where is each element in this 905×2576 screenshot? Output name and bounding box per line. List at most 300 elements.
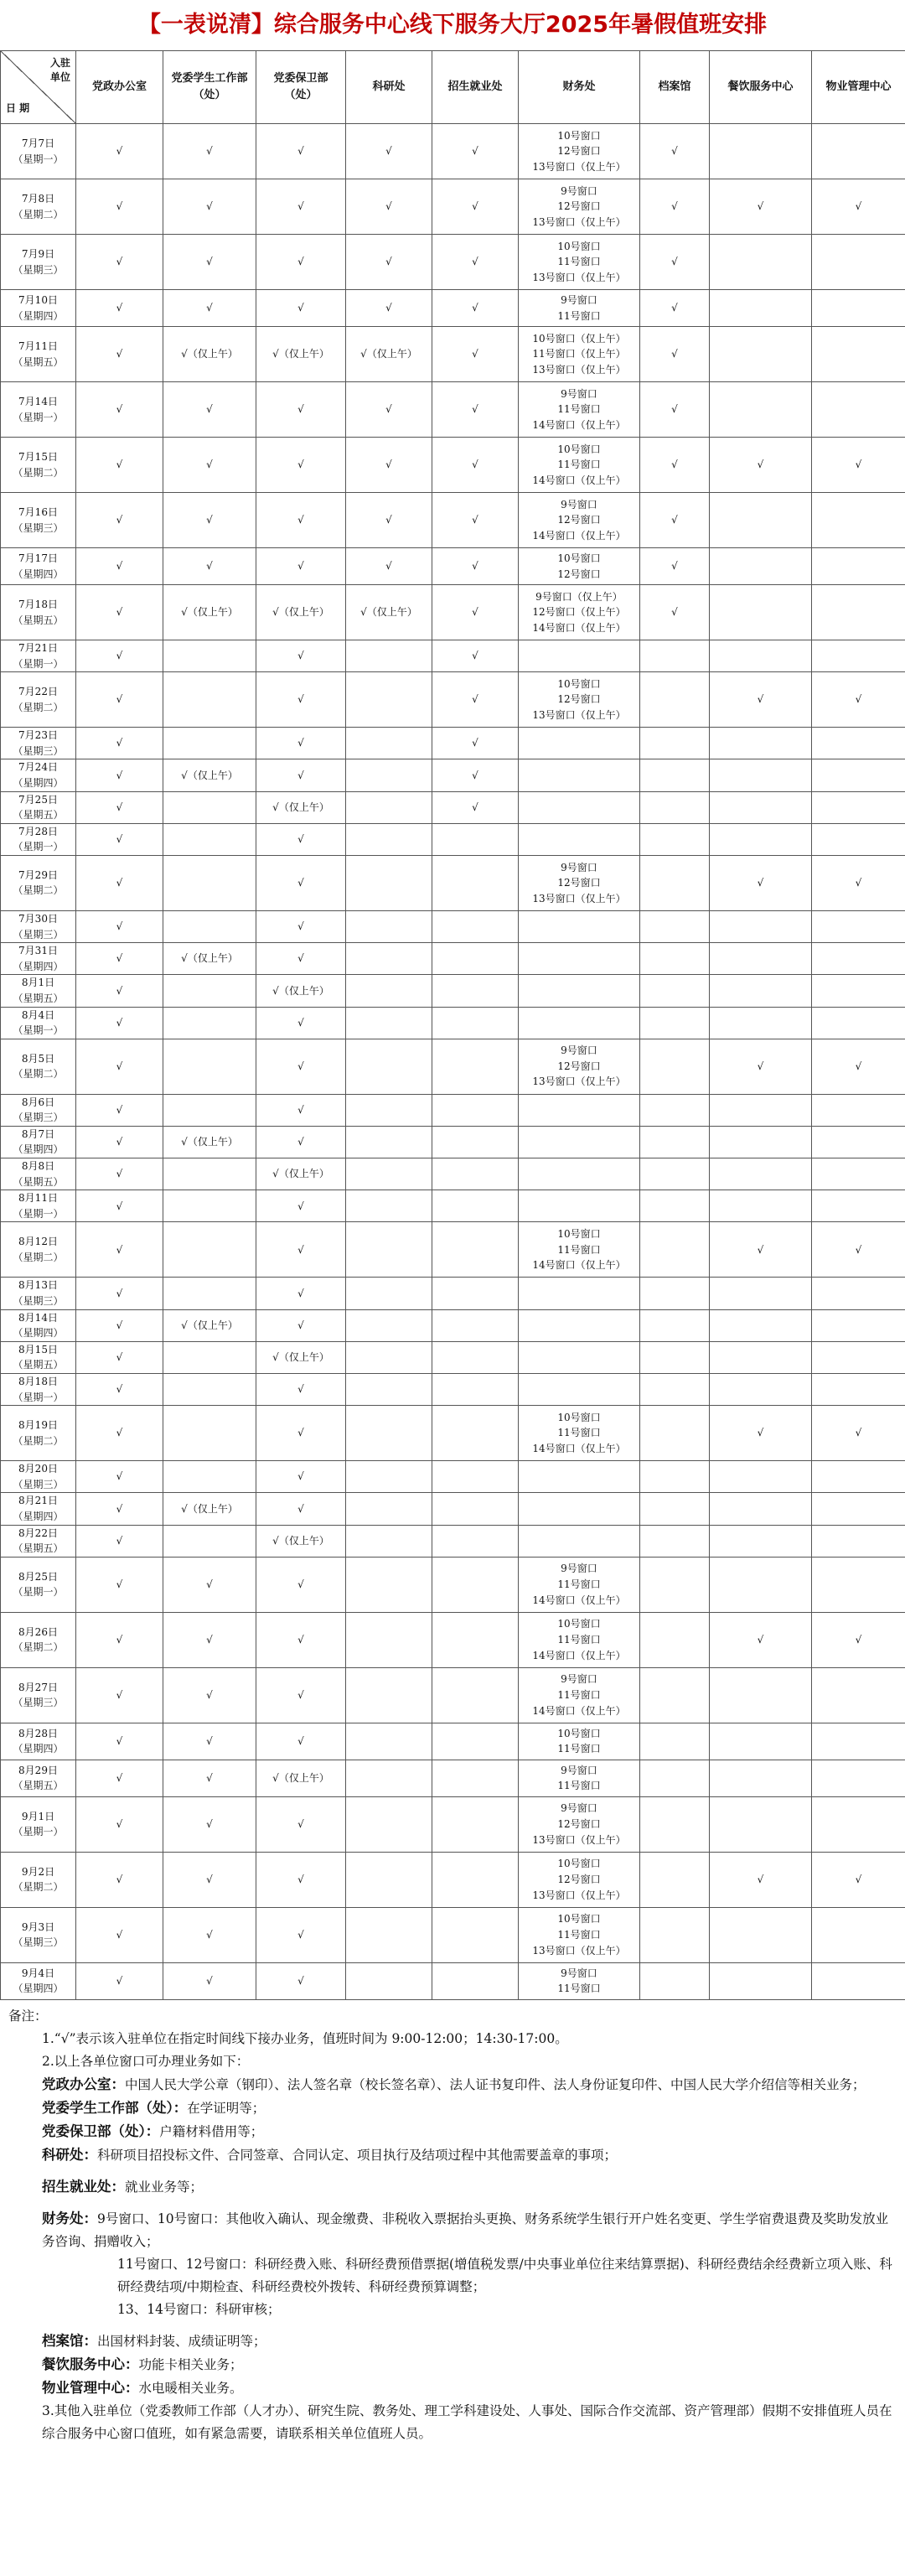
duty-cell bbox=[710, 290, 812, 327]
finance-window-line: 11号窗口（仅上午） bbox=[532, 348, 626, 360]
duty-cell bbox=[710, 327, 812, 382]
duty-cell: √ bbox=[76, 791, 163, 823]
note-kyc-label: 科研处： bbox=[42, 2147, 97, 2163]
date-cell bbox=[1, 1667, 76, 1723]
column-header: 物业管理中心 bbox=[812, 51, 905, 124]
column-header: 党政办公室 bbox=[76, 51, 163, 124]
duty-cell: √（仅上午） bbox=[163, 327, 256, 382]
duty-cell bbox=[640, 1557, 710, 1612]
duty-cell bbox=[519, 1341, 640, 1373]
table-row bbox=[1, 943, 905, 975]
finance-window-cell bbox=[519, 1612, 640, 1667]
finance-window-line: 13号窗口（仅上午） bbox=[532, 892, 626, 904]
duty-cell bbox=[812, 1962, 905, 1999]
finance-window-cell bbox=[519, 235, 640, 290]
finance-window-line: 11号窗口 bbox=[557, 1983, 601, 1995]
finance-window-line: 10号窗口 bbox=[557, 443, 601, 455]
date-label: 7月16日 bbox=[18, 505, 58, 518]
date-label: 7月29日 bbox=[18, 868, 58, 881]
duty-cell: √ bbox=[163, 382, 256, 438]
duty-cell bbox=[346, 1039, 432, 1094]
date-cell bbox=[1, 640, 76, 672]
note-cwc bbox=[0, 2207, 905, 2253]
page-title: 【一表说清】综合服务中心线下服务大厅2025年暑假值班安排 bbox=[137, 12, 768, 38]
column-header: 科研处 bbox=[346, 51, 432, 124]
duty-cell bbox=[812, 943, 905, 975]
duty-cell bbox=[163, 910, 256, 942]
note-xgb bbox=[0, 2097, 905, 2120]
duty-cell bbox=[519, 1007, 640, 1039]
date-label: 7月8日 bbox=[21, 192, 55, 205]
duty-cell bbox=[640, 1796, 710, 1852]
finance-window-line: 11号窗口 bbox=[557, 1688, 601, 1701]
finance-window-line: 13号窗口（仅上午） bbox=[532, 160, 626, 173]
weekday-label: （星期一） bbox=[13, 1826, 64, 1838]
date-label: 9月2日 bbox=[21, 1865, 55, 1878]
duty-cell: √ bbox=[710, 1222, 812, 1278]
duty-cell bbox=[346, 728, 432, 759]
finance-window-line: 9号窗口 bbox=[561, 1044, 597, 1057]
note-dag-text: 出国材料封装、成绩证明等； bbox=[97, 2334, 266, 2349]
note-cwc-line3 bbox=[0, 2299, 905, 2321]
date-cell bbox=[1, 1039, 76, 1094]
table-row bbox=[1, 1406, 905, 1461]
duty-cell bbox=[812, 1493, 905, 1525]
finance-window-line: 10号窗口（仅上午） bbox=[532, 332, 626, 345]
duty-cell: √ bbox=[256, 1852, 346, 1907]
duty-cell: √ bbox=[163, 124, 256, 179]
column-header: 党委学生工作部（处） bbox=[163, 51, 256, 124]
finance-window-cell bbox=[519, 1852, 640, 1907]
note-cyfw-text: 功能卡相关业务； bbox=[138, 2357, 243, 2372]
duty-cell bbox=[710, 1094, 812, 1126]
duty-cell: √ bbox=[812, 1039, 905, 1094]
finance-window-line: 10号窗口 bbox=[557, 129, 601, 142]
duty-cell: √（仅上午） bbox=[346, 327, 432, 382]
duty-cell bbox=[163, 1158, 256, 1190]
duty-cell bbox=[163, 1341, 256, 1373]
duty-cell: √ bbox=[256, 1222, 346, 1278]
duty-cell bbox=[346, 672, 432, 728]
duty-cell: √ bbox=[346, 124, 432, 179]
note-cwc-text-1: 9号窗口、10号窗口：其他收入确认、现金缴费、非税收入票据抬头更换、财务系统学生银行开户姓名变更、学生学宿费退费及奖助发放业务咨询、捐赠收入； bbox=[42, 2211, 889, 2249]
duty-cell: √ bbox=[76, 493, 163, 548]
duty-cell: √ bbox=[256, 1309, 346, 1341]
date-cell bbox=[1, 1612, 76, 1667]
weekday-label: （星期五） bbox=[13, 614, 64, 626]
duty-cell bbox=[163, 1406, 256, 1461]
duty-cell: √ bbox=[256, 672, 346, 728]
duty-cell bbox=[346, 1907, 432, 1962]
date-label: 7月9日 bbox=[21, 247, 55, 260]
note-cwc-line2 bbox=[0, 2253, 905, 2299]
duty-cell: √ bbox=[76, 1374, 163, 1406]
duty-cell: √（仅上午） bbox=[256, 1525, 346, 1557]
weekday-label: （星期一） bbox=[13, 1024, 64, 1037]
duty-cell bbox=[812, 1158, 905, 1190]
duty-cell bbox=[163, 1374, 256, 1406]
duty-cell bbox=[519, 640, 640, 672]
duty-cell: √ bbox=[76, 823, 163, 855]
table-row bbox=[1, 640, 905, 672]
duty-cell: √（仅上午） bbox=[163, 585, 256, 640]
date-label: 8月15日 bbox=[18, 1343, 58, 1355]
date-label: 7月24日 bbox=[18, 761, 58, 774]
duty-cell: √ bbox=[256, 382, 346, 438]
finance-window-line: 11号窗口 bbox=[557, 459, 601, 471]
weekday-label: （星期三） bbox=[13, 1478, 64, 1490]
duty-cell bbox=[710, 235, 812, 290]
duty-cell bbox=[519, 1374, 640, 1406]
duty-cell: √ bbox=[76, 382, 163, 438]
duty-cell: √ bbox=[76, 1158, 163, 1190]
duty-cell: √ bbox=[432, 290, 519, 327]
finance-window-line: 11号窗口 bbox=[557, 309, 601, 322]
note-cwc-text-2: 11号窗口、12号窗口：科研经费入账、科研经费预借票据(增值税发票/中央事业单位往来结算票据)、科研经费结余经费新立项入账、科研经费结项/中期检查、科研经费校外拨转、科研经费预算调整； bbox=[117, 2257, 892, 2294]
date-label: 7月11日 bbox=[18, 339, 58, 352]
finance-window-line: 12号窗口（仅上午） bbox=[532, 606, 626, 619]
finance-window-cell bbox=[519, 1760, 640, 1796]
finance-window-line: 9号窗口 bbox=[561, 861, 597, 873]
duty-cell bbox=[640, 910, 710, 942]
duty-cell bbox=[346, 1667, 432, 1723]
duty-cell: √（仅上午） bbox=[256, 975, 346, 1007]
weekday-label: （星期三） bbox=[13, 1936, 64, 1949]
weekday-label: （星期三） bbox=[13, 1697, 64, 1709]
duty-cell: √ bbox=[432, 728, 519, 759]
duty-cell bbox=[163, 1222, 256, 1278]
duty-cell bbox=[432, 1126, 519, 1158]
date-cell bbox=[1, 1341, 76, 1373]
duty-cell bbox=[519, 791, 640, 823]
weekday-label: （星期三） bbox=[13, 263, 64, 276]
date-cell bbox=[1, 791, 76, 823]
duty-cell: √ bbox=[163, 1667, 256, 1723]
duty-cell: √ bbox=[163, 548, 256, 585]
duty-cell bbox=[432, 1557, 519, 1612]
duty-cell bbox=[519, 1126, 640, 1158]
duty-cell: √ bbox=[432, 179, 519, 235]
duty-cell bbox=[640, 1760, 710, 1796]
date-cell bbox=[1, 1374, 76, 1406]
duty-cell bbox=[710, 640, 812, 672]
table-row bbox=[1, 1525, 905, 1557]
table-row bbox=[1, 1962, 905, 1999]
finance-window-line: 10号窗口 bbox=[557, 1618, 601, 1630]
duty-cell bbox=[163, 1190, 256, 1222]
duty-cell: √ bbox=[76, 124, 163, 179]
duty-cell bbox=[346, 1612, 432, 1667]
finance-window-line: 13号窗口（仅上午） bbox=[532, 708, 626, 721]
duty-cell: √ bbox=[256, 823, 346, 855]
duty-cell: √ bbox=[812, 1852, 905, 1907]
duty-cell: √ bbox=[346, 235, 432, 290]
date-label: 8月20日 bbox=[18, 1463, 58, 1475]
date-cell bbox=[1, 1309, 76, 1341]
duty-cell bbox=[519, 1461, 640, 1493]
table-row bbox=[1, 855, 905, 910]
weekday-label: （星期四） bbox=[13, 309, 64, 322]
date-cell bbox=[1, 493, 76, 548]
duty-cell: √ bbox=[163, 179, 256, 235]
date-cell bbox=[1, 728, 76, 759]
note-2: 2.以上各单位窗口可办理业务如下： bbox=[42, 2054, 250, 2069]
table-row bbox=[1, 1158, 905, 1190]
date-label: 7月7日 bbox=[21, 137, 55, 149]
duty-cell bbox=[812, 327, 905, 382]
table-row bbox=[1, 823, 905, 855]
duty-cell bbox=[812, 1007, 905, 1039]
duty-cell bbox=[163, 640, 256, 672]
duty-cell: √（仅上午） bbox=[163, 943, 256, 975]
date-label: 8月6日 bbox=[21, 1096, 55, 1108]
finance-window-line: 12号窗口 bbox=[557, 1060, 601, 1072]
duty-cell: √ bbox=[432, 438, 519, 493]
duty-cell: √ bbox=[640, 493, 710, 548]
finance-window-line: 9号窗口 bbox=[561, 1563, 597, 1575]
date-cell bbox=[1, 1723, 76, 1760]
duty-cell bbox=[432, 1667, 519, 1723]
table-row bbox=[1, 382, 905, 438]
finance-window-line: 13号窗口（仅上午） bbox=[532, 271, 626, 283]
duty-cell bbox=[432, 1190, 519, 1222]
duty-cell: √ bbox=[163, 438, 256, 493]
duty-cell: √ bbox=[256, 728, 346, 759]
table-row bbox=[1, 728, 905, 759]
duty-cell bbox=[346, 910, 432, 942]
finance-window-line: 11号窗口 bbox=[557, 256, 601, 268]
note-zsjy-text: 就业业务等； bbox=[125, 2179, 204, 2195]
duty-cell bbox=[812, 640, 905, 672]
date-label: 7月10日 bbox=[18, 293, 58, 306]
date-cell bbox=[1, 438, 76, 493]
duty-cell: √ bbox=[76, 1760, 163, 1796]
duty-cell bbox=[432, 1309, 519, 1341]
duty-cell bbox=[640, 1094, 710, 1126]
duty-cell: √ bbox=[710, 672, 812, 728]
duty-cell: √ bbox=[432, 235, 519, 290]
date-label: 9月1日 bbox=[21, 1810, 55, 1822]
duty-cell: √ bbox=[256, 1907, 346, 1962]
duty-cell: √ bbox=[432, 124, 519, 179]
table-row bbox=[1, 672, 905, 728]
duty-cell: √ bbox=[76, 759, 163, 791]
duty-cell: √ bbox=[76, 548, 163, 585]
duty-cell bbox=[346, 1760, 432, 1796]
date-cell bbox=[1, 1493, 76, 1525]
duty-cell bbox=[640, 1493, 710, 1525]
duty-cell bbox=[710, 585, 812, 640]
duty-cell bbox=[432, 1525, 519, 1557]
duty-cell bbox=[640, 1406, 710, 1461]
date-cell bbox=[1, 1557, 76, 1612]
weekday-label: （星期一） bbox=[13, 1391, 64, 1403]
date-cell bbox=[1, 1094, 76, 1126]
duty-cell bbox=[346, 1190, 432, 1222]
duty-cell bbox=[710, 1126, 812, 1158]
weekday-label: （星期三） bbox=[13, 1112, 64, 1124]
date-cell bbox=[1, 382, 76, 438]
finance-window-line: 12号窗口 bbox=[557, 693, 601, 706]
duty-cell bbox=[710, 1007, 812, 1039]
table-row bbox=[1, 975, 905, 1007]
duty-cell bbox=[812, 585, 905, 640]
duty-cell: √ bbox=[76, 1341, 163, 1373]
duty-cell: √ bbox=[256, 640, 346, 672]
duty-cell: √ bbox=[163, 1612, 256, 1667]
duty-cell bbox=[163, 791, 256, 823]
duty-cell bbox=[346, 823, 432, 855]
duty-cell bbox=[432, 910, 519, 942]
finance-window-line: 9号窗口 bbox=[561, 1967, 597, 1979]
finance-window-line: 10号窗口 bbox=[557, 1411, 601, 1423]
finance-window-line: 11号窗口 bbox=[557, 1928, 601, 1941]
date-cell bbox=[1, 672, 76, 728]
duty-cell: √ bbox=[432, 548, 519, 585]
duty-cell bbox=[812, 1557, 905, 1612]
duty-cell bbox=[163, 823, 256, 855]
finance-window-line: 14号窗口（仅上午） bbox=[532, 1259, 626, 1272]
duty-cell bbox=[346, 1461, 432, 1493]
duty-cell: √（仅上午） bbox=[163, 1309, 256, 1341]
duty-cell bbox=[812, 791, 905, 823]
date-cell bbox=[1, 1158, 76, 1190]
finance-window-line: 10号窗口 bbox=[557, 552, 601, 564]
note-dzb-text: 中国人民大学公章（钢印）、法人签名章（校长签名章）、法人证书复印件、法人身份证复印件、中国人民大学介绍信等相关业务； bbox=[125, 2077, 866, 2092]
date-label: 8月22日 bbox=[18, 1526, 58, 1539]
duty-cell: √ bbox=[256, 1962, 346, 1999]
weekday-label: （星期二） bbox=[13, 208, 64, 220]
duty-cell bbox=[812, 235, 905, 290]
finance-window-line: 11号窗口 bbox=[557, 1243, 601, 1256]
duty-cell: √ bbox=[76, 1962, 163, 1999]
duty-cell bbox=[519, 1278, 640, 1309]
weekday-label: （星期一） bbox=[13, 841, 64, 853]
table-row bbox=[1, 1461, 905, 1493]
note-zsjy-label: 招生就业处： bbox=[42, 2179, 125, 2195]
duty-cell bbox=[163, 728, 256, 759]
duty-cell: √ bbox=[256, 124, 346, 179]
table-row bbox=[1, 1222, 905, 1278]
date-label: 8月8日 bbox=[21, 1160, 55, 1173]
duty-cell: √ bbox=[710, 1852, 812, 1907]
column-header: 党委保卫部（处） bbox=[256, 51, 346, 124]
duty-cell bbox=[432, 1962, 519, 1999]
duty-cell: √ bbox=[710, 438, 812, 493]
finance-window-cell bbox=[519, 1723, 640, 1760]
duty-cell: √ bbox=[256, 1461, 346, 1493]
note-cwc-text-3: 13、14号窗口：科研审核； bbox=[117, 2302, 281, 2317]
table-row bbox=[1, 548, 905, 585]
duty-cell: √ bbox=[432, 672, 519, 728]
column-header: 招生就业处 bbox=[432, 51, 519, 124]
finance-window-line: 14号窗口（仅上午） bbox=[532, 1704, 626, 1717]
duty-cell bbox=[432, 1493, 519, 1525]
note-cyfw bbox=[0, 2353, 905, 2376]
duty-cell: √ bbox=[256, 493, 346, 548]
duty-cell bbox=[710, 910, 812, 942]
weekday-label: （星期一） bbox=[13, 411, 64, 423]
date-label: 8月4日 bbox=[21, 1008, 55, 1021]
duty-cell bbox=[519, 1493, 640, 1525]
duty-cell: √ bbox=[812, 1406, 905, 1461]
duty-cell: √ bbox=[163, 493, 256, 548]
duty-cell bbox=[710, 124, 812, 179]
date-cell bbox=[1, 290, 76, 327]
date-label: 8月7日 bbox=[21, 1127, 55, 1140]
duty-cell bbox=[519, 1525, 640, 1557]
duty-cell: √ bbox=[76, 1493, 163, 1525]
duty-cell: √ bbox=[640, 124, 710, 179]
date-label: 8月21日 bbox=[18, 1495, 58, 1507]
duty-cell: √ bbox=[640, 382, 710, 438]
duty-cell bbox=[163, 1461, 256, 1493]
weekday-label: （星期五） bbox=[13, 1542, 64, 1555]
note-1: 1.“√”表示该入驻单位在指定时间线下接办业务，值班时间为 9:00-12:00；14:30-17:00。 bbox=[42, 2031, 568, 2046]
duty-cell: √ bbox=[256, 1557, 346, 1612]
table-row bbox=[1, 759, 905, 791]
duty-cell: √ bbox=[812, 179, 905, 235]
duty-cell: √ bbox=[76, 1126, 163, 1158]
duty-cell: √ bbox=[640, 290, 710, 327]
duty-cell bbox=[710, 1796, 812, 1852]
finance-window-line: 14号窗口（仅上午） bbox=[532, 474, 626, 486]
duty-cell bbox=[346, 1796, 432, 1852]
duty-cell bbox=[812, 382, 905, 438]
duty-cell bbox=[346, 1007, 432, 1039]
finance-window-line: 9号窗口 bbox=[561, 184, 597, 197]
duty-cell bbox=[346, 1341, 432, 1373]
duty-cell bbox=[812, 1278, 905, 1309]
duty-cell bbox=[519, 943, 640, 975]
duty-cell bbox=[812, 910, 905, 942]
table-row bbox=[1, 1760, 905, 1796]
note-xgb-text: 在学证明等； bbox=[187, 2101, 266, 2116]
duty-cell bbox=[710, 1557, 812, 1612]
duty-cell: √ bbox=[256, 1190, 346, 1222]
duty-cell bbox=[640, 672, 710, 728]
weekday-label: （星期四） bbox=[13, 1143, 64, 1156]
weekday-label: （星期二） bbox=[13, 884, 64, 897]
note-3: 3.其他入驻单位（党委教师工作部（人才办）、研究生院、教务处、理工学科建设处、人事处、国际合作交流部、资产管理部）假期不安排值班人员在综合服务中心窗口值班，如有紧急需要，请联系相关单位值班人员。 bbox=[42, 2403, 892, 2441]
duty-cell: √ bbox=[256, 1126, 346, 1158]
finance-window-line: 14号窗口（仅上午） bbox=[532, 1442, 626, 1454]
duty-cell bbox=[812, 124, 905, 179]
weekday-label: （星期二） bbox=[13, 1251, 64, 1263]
date-label: 8月27日 bbox=[18, 1681, 58, 1693]
duty-cell bbox=[640, 1962, 710, 1999]
note-bwb bbox=[0, 2120, 905, 2143]
duty-cell bbox=[640, 1039, 710, 1094]
duty-cell: √ bbox=[640, 327, 710, 382]
duty-cell bbox=[519, 910, 640, 942]
duty-cell: √ bbox=[256, 1094, 346, 1126]
date-label: 9月4日 bbox=[21, 1967, 55, 1979]
duty-cell bbox=[812, 823, 905, 855]
finance-window-line: 13号窗口（仅上午） bbox=[532, 215, 626, 228]
table-row bbox=[1, 791, 905, 823]
duty-cell: √ bbox=[76, 1094, 163, 1126]
table-row bbox=[1, 1341, 905, 1373]
duty-cell: √ bbox=[163, 1852, 256, 1907]
date-label: 8月12日 bbox=[18, 1236, 58, 1248]
duty-cell: √ bbox=[256, 910, 346, 942]
finance-window-line: 14号窗口（仅上午） bbox=[532, 418, 626, 431]
duty-cell bbox=[640, 943, 710, 975]
notes-heading: 备注： bbox=[8, 2008, 48, 2024]
duty-cell bbox=[812, 1907, 905, 1962]
duty-cell bbox=[812, 1723, 905, 1760]
